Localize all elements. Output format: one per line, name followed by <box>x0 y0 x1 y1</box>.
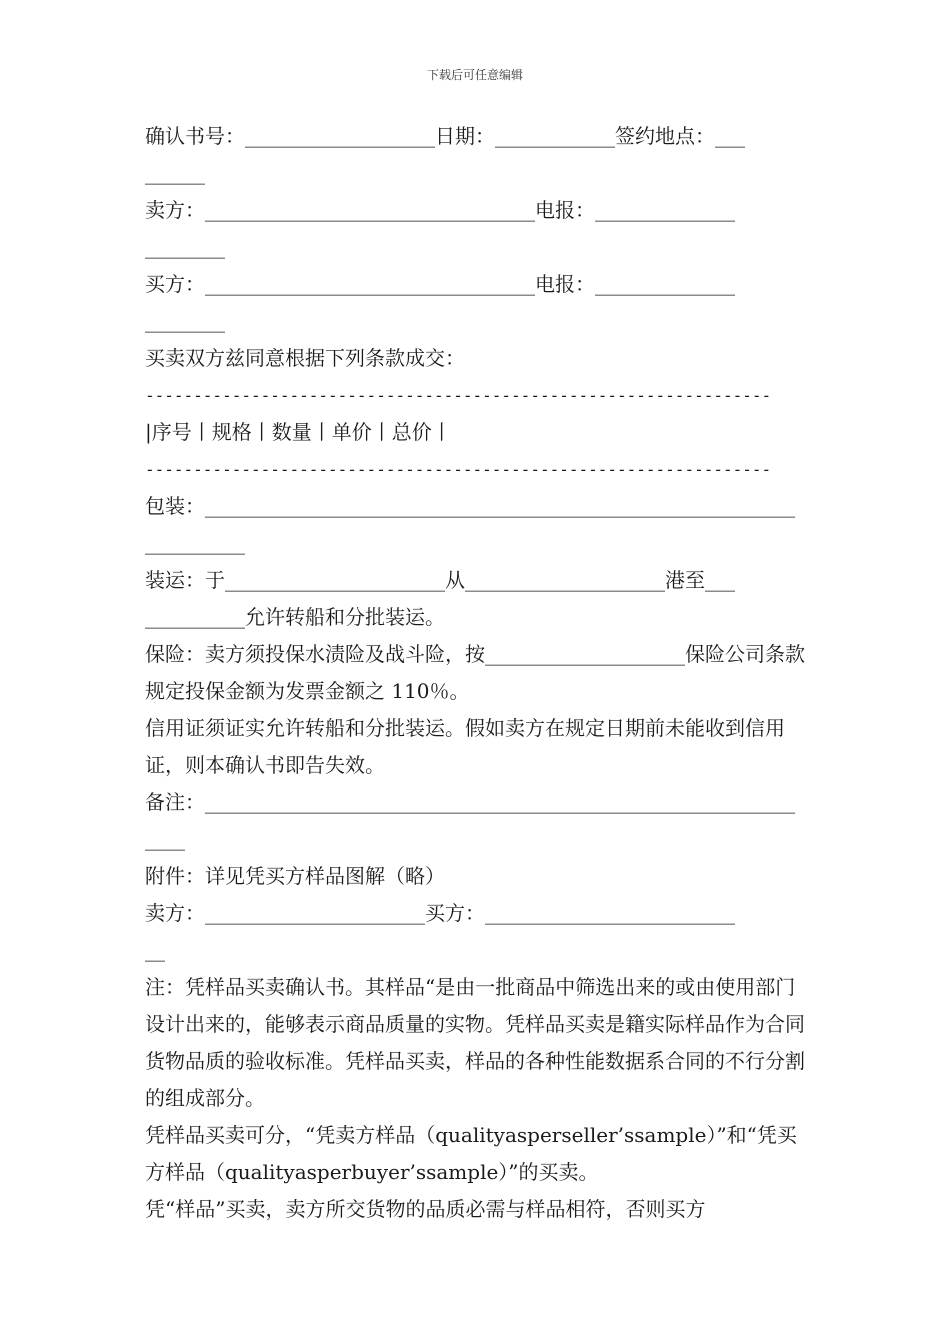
seller-line-cont: ________ <box>145 235 225 259</box>
confirmation-number-line: 确认书号：___________________日期：____________签约地点：___ <box>145 124 745 148</box>
insurance-paragraph: 保险：卖方须投保水渍险及战斗险，按____________________保险公司条款规定投保金额为发票金额之 110％。 <box>145 642 805 703</box>
shipment-line-cont: __________允许转船和分批装运。 <box>145 605 445 629</box>
remarks-line: 备注：___________________________________________________________ <box>145 790 795 814</box>
table-header-row: |序号丨规格丨数量丨单价丨总价丨 <box>145 420 452 444</box>
packing-line-cont: __________ <box>145 531 245 555</box>
letter-of-credit-paragraph: 信用证须证实允许转船和分批装运。假如卖方在规定日期前未能收到信用证，则本确认书即告失效。 <box>145 716 785 777</box>
signatures-line-cont: __ <box>145 938 165 962</box>
attachment-line: 附件：详见凭买方样品图解（略） <box>145 864 445 888</box>
table-rule-top: ----------------------------------------------------------------- <box>145 386 772 405</box>
seller-line: 卖方：_________________________________电报：______________ <box>145 198 735 222</box>
note-paragraph-3: 凭“样品”买卖，卖方所交货物的品质必需与样品相符，否则买方 <box>145 1197 706 1221</box>
packing-line: 包装：___________________________________________________________ <box>145 494 795 518</box>
agreement-line: 买卖双方兹同意根据下列条款成交： <box>145 346 465 370</box>
shipment-line: 装运：于______________________从____________________港至___ <box>145 568 735 592</box>
buyer-line: 买方：_________________________________电报：______________ <box>145 272 735 296</box>
remarks-line-cont: ____ <box>145 827 185 851</box>
table-rule-bottom: ----------------------------------------------------------------- <box>145 460 772 479</box>
signatures-line: 卖方：______________________买方：_________________________ <box>145 901 735 925</box>
buyer-line-cont: ________ <box>145 309 225 333</box>
confirmation-number-line-cont: ______ <box>145 161 205 185</box>
page-header: 下载后可任意编辑 <box>426 68 523 82</box>
note-paragraph-1: 注：凭样品买卖确认书。其样品“是由一批商品中筛选出来的或由使用部门设计出来的，能够表示商品质量的实物。凭样品买卖是籍实际样品作为合同货物品质的验收标准。凭样品买卖，样品的各种性能数据系合同的不行分割的组成部分。 <box>145 975 805 1110</box>
note-paragraph-2: 凭样品买卖可分，“凭卖方样品（qualityasperseller’ssample）”和“凭买方样品（qualityasperbuyer’ssample）”的买卖。 <box>145 1123 797 1184</box>
document-body <box>145 118 805 1228</box>
